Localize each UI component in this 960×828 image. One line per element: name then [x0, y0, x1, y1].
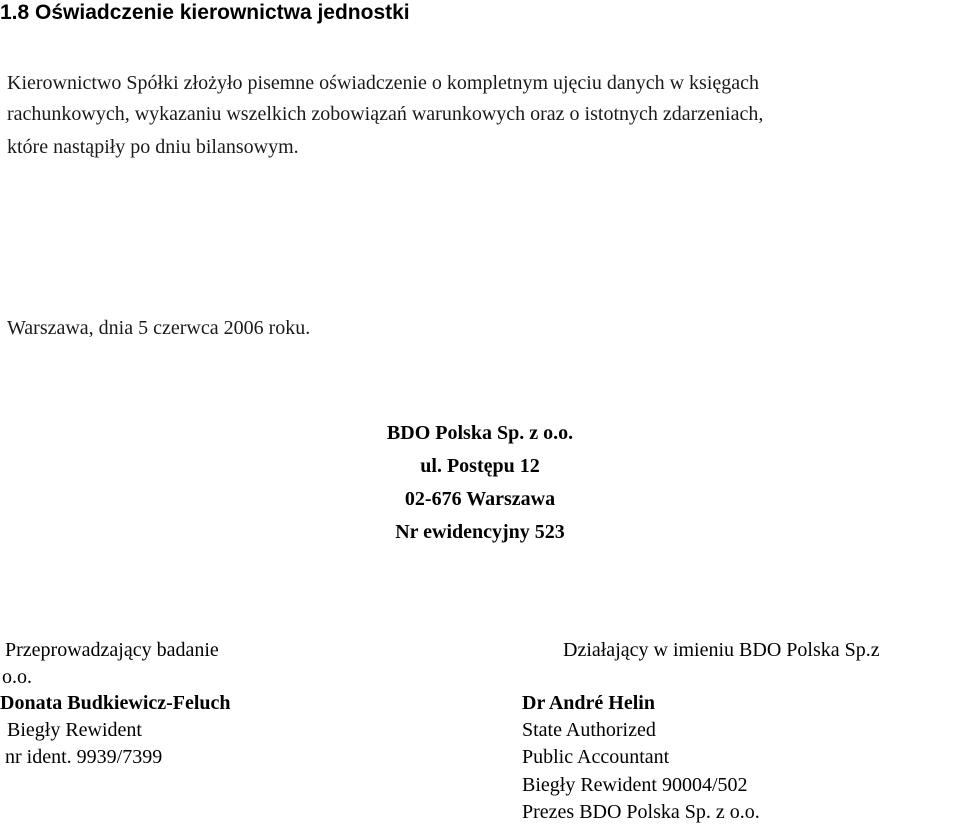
right-signatory-role-line-1: Działający w imieniu BDO Polska Sp.z: [563, 639, 880, 661]
auditor-firm-city: 02-676 Warszawa: [404, 488, 556, 510]
left-signatory-name: Donata Budkiewicz-Feluch: [0, 692, 231, 714]
auditor-firm-name: BDO Polska Sp. z o.o.: [386, 422, 574, 444]
statement-line-2: rachunkowych, wykazaniu wszelkich zobowiązań warunkowych oraz o istotnych zdarzeniach,: [7, 103, 764, 125]
statement-line-1: Kierownictwo Spółki złożyło pisemne oświadczenie o kompletnym ujęciu danych w księgach: [7, 72, 760, 94]
left-signatory-role-line-2: o.o.: [2, 666, 32, 688]
left-signatory-ident: nr ident. 9939/7399: [5, 746, 163, 768]
auditor-firm-street: ul. Postępu 12: [420, 455, 540, 477]
auditor-firm-registry: Nr ewidencyjny 523: [395, 521, 565, 543]
statement-line-3: które nastąpiły po dniu bilansowym.: [7, 136, 299, 158]
section-title: 1.8 Oświadczenie kierownictwa jednostki: [0, 1, 410, 24]
right-signatory-name: Dr André Helin: [522, 692, 655, 714]
right-signatory-title-line-3: Biegły Rewident 90004/502: [522, 774, 748, 796]
left-signatory-title: Biegły Rewident: [7, 719, 142, 741]
right-signatory-title-line-4: Prezes BDO Polska Sp. z o.o.: [522, 801, 760, 823]
right-signatory-title-line-2: Public Accountant: [522, 746, 670, 768]
place-and-date: Warszawa, dnia 5 czerwca 2006 roku.: [7, 317, 311, 339]
right-signatory-title-line-1: State Authorized: [522, 719, 656, 741]
left-signatory-role-line-1: Przeprowadzający badanie: [5, 639, 219, 661]
